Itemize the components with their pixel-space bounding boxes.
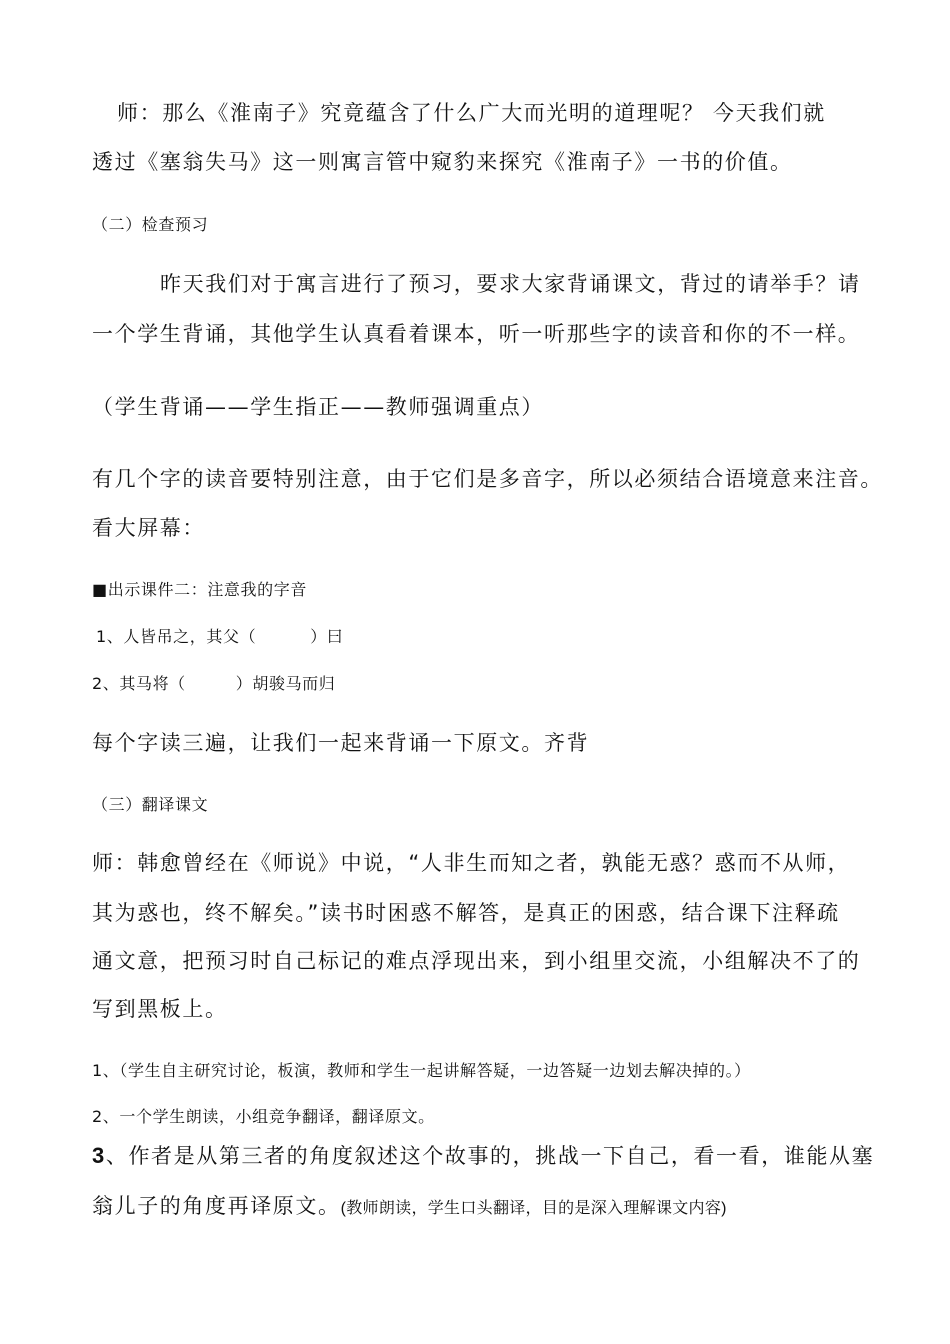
para-3-line-2: 看大屏幕： (92, 516, 205, 540)
para-2-line-1: 昨天我们对于寓言进行了预习，要求大家背诵课文，背过的请举手？请 (160, 272, 861, 296)
step-3-line-1-text: 、作者是从第三者的角度叙述这个故事的，挑战一下自己，看一看，谁能从塞 (105, 1144, 875, 1168)
intro-line-1: 师：那么《淮南子》究竟蕴含了什么广大而光明的道理呢？ 今天我们就 (117, 101, 826, 125)
para-5-line-2: 其为惑也，终不解矣。”读书时困惑不解答，是真正的困惑，结合课下注释疏 (92, 901, 840, 925)
step-2: 2、一个学生朗读，小组竞争翻译，翻译原文。 (92, 1107, 435, 1126)
step-3-line-1 (92, 1140, 874, 1170)
step-3-line-2 (92, 1190, 727, 1220)
para-4: 每个字读三遍，让我们一起来背诵一下原文。齐背 (92, 731, 590, 755)
section-3-heading: （三）翻译课文 (92, 795, 209, 814)
step-3-line-2-note: (教师朗读，学生口头翻译，目的是深入理解课文内容) (340, 1200, 727, 1217)
step-1: 1、（学生自主研究讨论，板演，教师和学生一起讲解答疑，一边答疑一边划去解决掉的。） (92, 1061, 751, 1080)
pronunciation-item-1 (96, 624, 343, 647)
item-2-prefix: 2、其马将（ (92, 674, 186, 693)
para-5-line-4: 写到黑板上。 (92, 997, 228, 1021)
item-1-suffix: ）曰 (310, 627, 344, 646)
para-5-line-3: 通文意，把预习时自己标记的难点浮现出来，到小组里交流，小组解决不了的 (92, 949, 861, 973)
courseware-title: ■出示课件二：注意我的字音 (92, 580, 307, 599)
para-2-line-2: 一个学生背诵，其他学生认真看着课本，听一听那些字的读音和你的不一样。 (92, 322, 861, 346)
para-3-line-1: 有几个字的读音要特别注意，由于它们是多音字，所以必须结合语境意来注音。 (92, 467, 883, 491)
pronunciation-item-2 (92, 671, 335, 694)
recite-note: （学生背诵——学生指正——教师强调重点） (92, 395, 544, 419)
step-3-line-2-main: 翁儿子的角度再译原文。 (92, 1194, 341, 1218)
item-1-prefix: 1、人皆吊之，其父（ (96, 627, 257, 646)
section-2-heading: （二）检查预习 (92, 215, 209, 234)
para-5-line-1: 师：韩愈曾经在《师说》中说，“人非生而知之者，孰能无惑？惑而不从师， (92, 851, 851, 875)
intro-line-2: 透过《塞翁失马》这一则寓言管中窥豹来探究《淮南子》一书的价值。 (92, 150, 793, 174)
step-3-number: 3 (92, 1143, 106, 1168)
item-2-suffix: ）胡骏马而归 (235, 674, 336, 693)
